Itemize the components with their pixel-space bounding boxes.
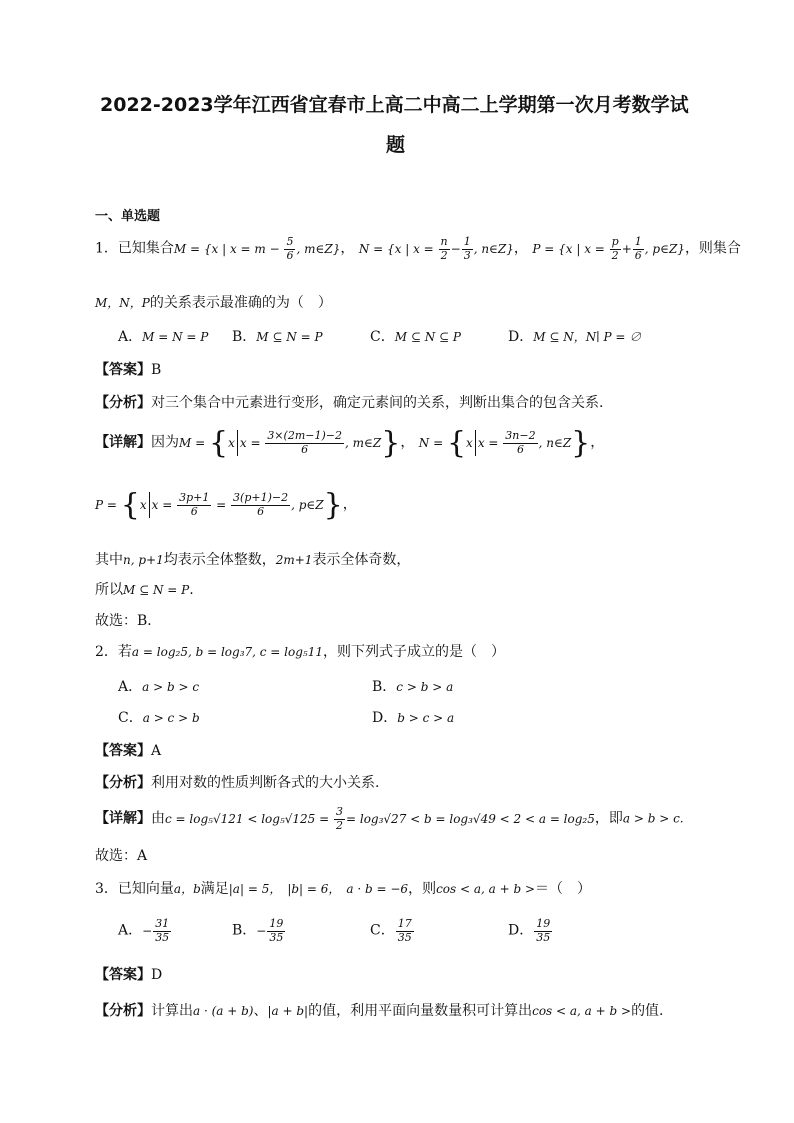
set-m: M = {x | x = m − $\frac{5}{6}$ , m∈Z} bbox=[173, 235, 341, 262]
q3-analysis: 【分析】计算出a · (a + b)、|a + b|的值，利用平面向量数量积可计算出cos < a, a + b >的值. bbox=[95, 1003, 664, 1019]
q2-analysis: 【分析】利用对数的性质判断各式的大小关系. bbox=[95, 775, 380, 791]
q3-option-c: C． $\frac{17}{35}$ bbox=[370, 917, 412, 944]
section-heading: 一、单选题 bbox=[95, 209, 161, 224]
set-p: P = {x | x = $\frac{p}{2}$ + $\frac{1}{6}$ , p∈Z} bbox=[532, 235, 685, 262]
q1-option-b: B．M ⊆ N = P bbox=[232, 329, 323, 345]
q2-option-d: D．b > c > a bbox=[372, 710, 455, 726]
q2-option-b: B．c > b > a bbox=[372, 679, 454, 695]
q1-stem: 1．已知集合M = {x | x = m − $\frac{5}{6}$ , m∈Z}， N = {x | x = $\frac{n}{2}$ − $\frac{1}{3}$ , n∈Z}， P = {x | x = $\frac{p}{2}$ + $\frac{1}{6}$ , p∈Z}，则集合 bbox=[95, 235, 741, 262]
q3-stem: 3．已知向量a，b满足|a| = 5， |b| = 6， a · b = −6，则cos < a, a + b >＝（ ） bbox=[95, 881, 592, 897]
set-n: N = {x | x = $\frac{n}{2}$ − $\frac{1}{3}$ , n∈Z} bbox=[358, 235, 514, 262]
page-title-line1: 2022-2023学年江西省宜春市上高二中高二上学期第一次月考数学试 bbox=[100, 94, 689, 116]
q3-answer: 【答案】D bbox=[95, 967, 163, 983]
page-title-line2: 题 bbox=[386, 134, 406, 156]
q2-detail: 【详解】由c = log₅√121 < log₅√125 = $\frac{3}{2}$ = log₃√27 < b = log₃√49 < 2 < a = log₂5，即a > b > c. bbox=[95, 805, 684, 832]
q2-choose: 故选：A bbox=[95, 848, 148, 864]
q2-expression: a = log₂5, b = log₃7, c = log₅11 bbox=[131, 645, 323, 659]
q3-option-d: D． $\frac{19}{35}$ bbox=[508, 917, 551, 944]
q2-option-a: A．a > b > c bbox=[118, 679, 200, 695]
q2-answer: 【答案】A bbox=[95, 743, 162, 759]
q1-detail-line2: P = {x x = $\frac{3p+1}{6}$ = $\frac{3(p+1)-2}{6}$ , p∈Z}， bbox=[95, 487, 357, 522]
q1-detail-line3: 其中n, p+1均表示全体整数，2m+1表示全体奇数， bbox=[95, 552, 411, 568]
q1-option-c: C．M ⊆ N ⊆ P bbox=[370, 329, 461, 345]
q1-option-d: D．M ⊆ N，N∣ P = ∅ bbox=[508, 329, 642, 345]
q2-stem: 2．若a = log₂5, b = log₃7, c = log₅11，则下列式子成立的是（ ） bbox=[95, 644, 505, 660]
q1-stem-line2: M，N，P的关系表示最准确的为（ ） bbox=[95, 295, 332, 311]
q1-option-a: A．M = N = P bbox=[118, 329, 209, 345]
q1-answer: 【答案】B bbox=[95, 362, 162, 378]
q3-option-b: B．− $\frac{19}{35}$ bbox=[232, 917, 284, 944]
q3-option-a: A．− $\frac{31}{35}$ bbox=[118, 917, 170, 944]
q1-detail-line4: 所以M ⊆ N = P. bbox=[95, 582, 194, 598]
q1-detail-line1: 【详解】因为M = {x x = $\frac{3\times(2m-1)-2}{6}$ , m∈Z}， N = {x x = $\frac{3n-2}{6}$ , n∈Z}， bbox=[95, 425, 605, 460]
q1-number: 1．已知集合 bbox=[95, 240, 174, 257]
q1-choose: 故选：B． bbox=[95, 613, 162, 629]
q1-analysis: 【分析】对三个集合中元素进行变形，确定元素间的关系，判断出集合的包含关系. bbox=[95, 395, 604, 411]
q2-option-c: C．a > c > b bbox=[118, 710, 200, 726]
